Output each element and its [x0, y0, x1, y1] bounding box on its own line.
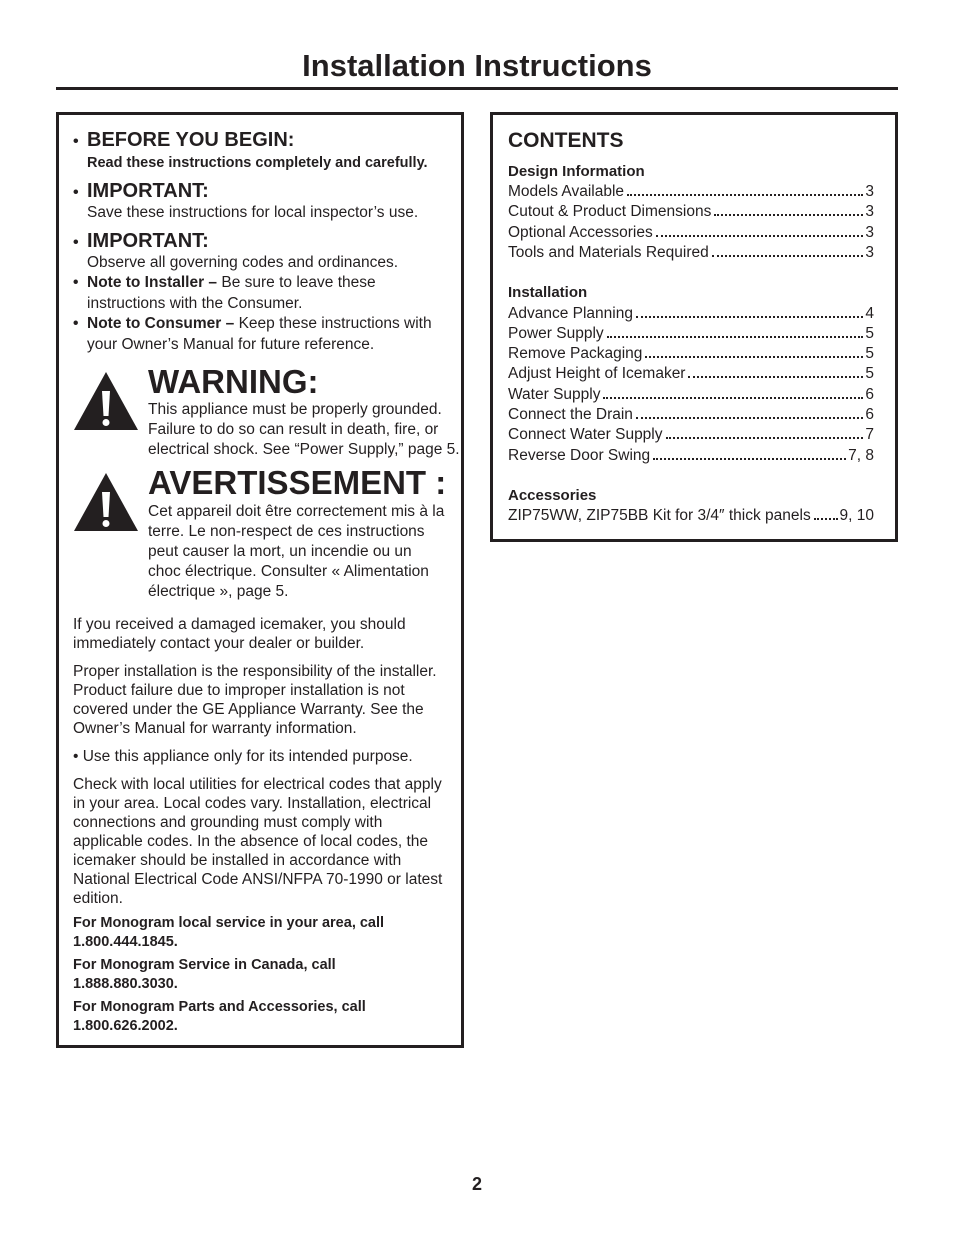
toc-entry[interactable]: Power Supply 5	[508, 325, 874, 342]
intended-purpose-text: • Use this appliance only for its intended purpose.	[73, 748, 413, 765]
before-you-begin-heading: • BEFORE YOU BEGIN:	[73, 129, 295, 151]
important-heading-1: • IMPORTANT:	[73, 180, 209, 202]
installation-heading: Installation	[508, 284, 588, 301]
service-local-text: For Monogram local service in your area, call 1.800.444.1845.	[73, 915, 385, 950]
toc-entry[interactable]: Remove Packaging 5	[508, 345, 874, 362]
service-canada-text: For Monogram Service in Canada, call 1.888.880.3030.	[73, 957, 336, 992]
page-number: 2	[471, 1174, 482, 1194]
before-you-begin-text: Read these instructions completely and carefully.	[87, 155, 428, 171]
warning-triangle-icon	[73, 371, 139, 431]
warning-text: This appliance must be properly grounded. Failure to do so can result in death, fire, or electrical shock. See “Power Supply,” page 5.	[148, 401, 460, 458]
proper-installation-text: Proper installation is the responsibility of the installer. Product failure due to improper installation is not covered under the GE Appliance Warranty. See the Owner’s Manual for warranty information.	[73, 663, 437, 737]
toc-entry[interactable]: Optional Accessories 3	[508, 224, 874, 241]
service-parts-text: For Monogram Parts and Accessories, call 1.800.626.2002.	[73, 999, 366, 1034]
toc-entry[interactable]: Advance Planning 4	[508, 305, 874, 322]
avertissement-triangle-icon	[73, 472, 139, 532]
note-to-installer: • Note to Installer – Be sure to leave these instructions with the Consumer.	[73, 274, 376, 312]
toc-entry[interactable]: Tools and Materials Required 3	[508, 244, 874, 261]
toc-entry[interactable]: Adjust Height of Icemaker 5	[508, 365, 874, 382]
important-heading-2: • IMPORTANT:	[73, 230, 209, 252]
important-text-1: Save these instructions for local inspector’s use.	[87, 204, 419, 221]
toc-entry[interactable]: Connect Water Supply 7	[508, 426, 874, 443]
title-rule	[56, 87, 898, 90]
toc-entry[interactable]: Water Supply 6	[508, 386, 874, 403]
electrical-codes-text: Check with local utilities for electrical codes that apply in your area. Local codes vary. Installation, electrical connections and grounding must comply with applicable codes. In the absence of local codes, the icemaker should be installed in accordance with National Electrical Code ANSI/NFPA 70-1990 or latest edition.	[73, 776, 443, 907]
toc-entry[interactable]: Models Available 3	[508, 183, 874, 200]
contents-box	[490, 112, 898, 542]
avertissement-title: AVERTISSEMENT :	[148, 464, 447, 501]
toc-entry[interactable]: Connect the Drain 6	[508, 406, 874, 423]
note-to-consumer: • Note to Consumer – Keep these instructions with your Owner’s Manual for future reference.	[73, 315, 432, 353]
toc-entry[interactable]: Reverse Door Swing 7, 8	[508, 447, 874, 464]
instructions-box	[56, 112, 464, 1048]
contents-title: CONTENTS	[508, 129, 624, 152]
important-text-2: Observe all governing codes and ordinances.	[87, 254, 399, 271]
damaged-icemaker-text: If you received a damaged icemaker, you should immediately contact your dealer or builder.	[73, 616, 406, 652]
design-information-heading: Design Information	[508, 163, 645, 180]
page-title: Installation Instructions	[302, 48, 652, 83]
avertissement-text: Cet appareil doit être correctement mis à la terre. Le non-respect de ces instructions peut causer la mort, un incendie ou un choc électrique. Consulter « Alimentation électrique », page 5.	[148, 503, 445, 600]
warning-title: WARNING:	[148, 363, 319, 400]
toc-entry[interactable]: Cutout & Product Dimensions 3	[508, 203, 874, 220]
accessories-heading: Accessories	[508, 487, 597, 504]
toc-entry[interactable]: ZIP75WW, ZIP75BB Kit for 3/4″ thick panels 9, 10	[508, 507, 874, 524]
